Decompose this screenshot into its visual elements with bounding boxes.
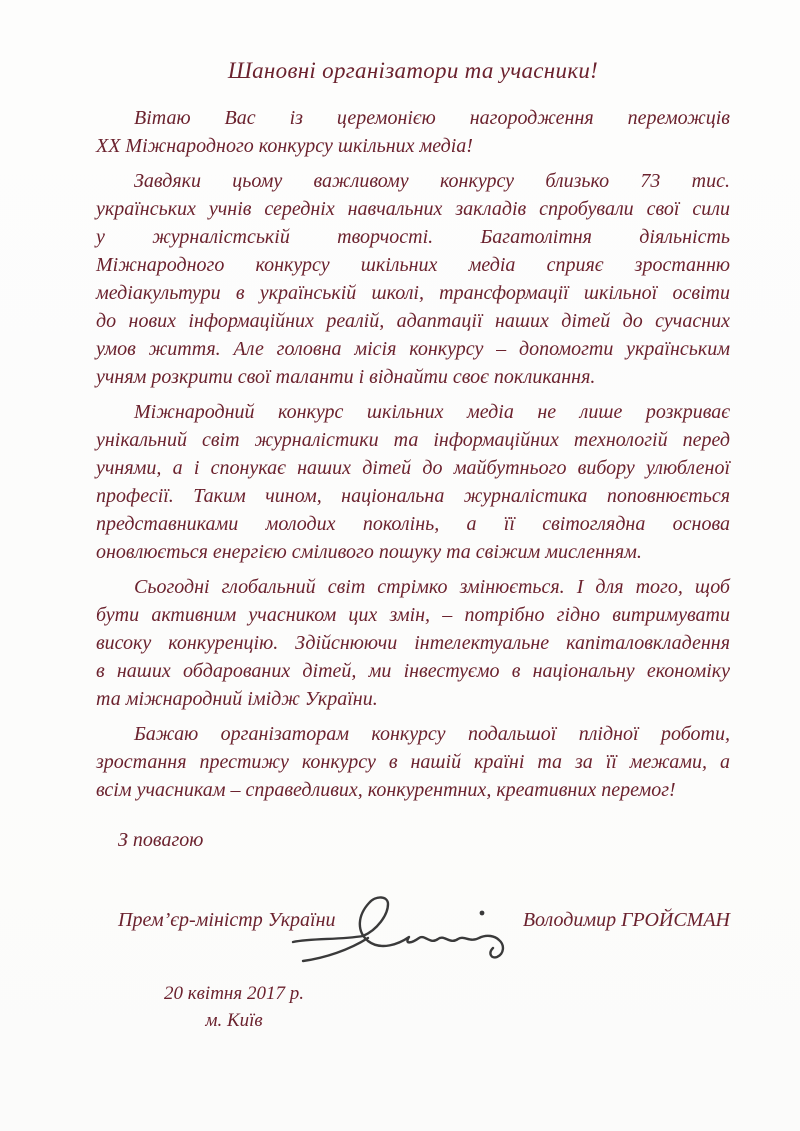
letter-line: до нових інформаційних реалій, адаптації наших дітей до сучасних	[96, 310, 730, 332]
letter-line: учнями, а і спонукає наших дітей до майбутнього вибору улюбленої	[96, 457, 730, 479]
signatory-name: Володимир ГРОЙСМАН	[522, 909, 730, 931]
letter-line: оновлюється енергією сміливого пошуку та свіжим мисленням.	[96, 541, 642, 563]
letter-line: учням розкрити свої таланти і віднайти своє покликання.	[96, 366, 596, 388]
letter-line: всім учасникам – справедливих, конкурентних, креативних перемог!	[96, 779, 676, 801]
letter-line: у журналістській творчості. Багатолітня діяльність	[96, 226, 730, 248]
letter-date: 20 квітня 2017 р.	[164, 983, 304, 1004]
paragraph-wishes	[96, 720, 730, 804]
letter-line: Вітаю Вас із церемонією нагородження переможців	[134, 107, 730, 129]
letter-line: унікальний світ журналістики та інформаційних технологій перед	[96, 429, 730, 451]
letter-place: м. Київ	[205, 1010, 263, 1031]
letter-line: Міжнародного конкурсу шкільних медіа сприяє зростанню	[96, 254, 730, 276]
letter-line: та міжнародний імідж України.	[96, 688, 378, 710]
letter-line: професії. Таким чином, національна журналістика поповнюється	[96, 485, 730, 507]
letter-line: зростання престижу конкурсу в нашій країні та за її межами, а	[96, 751, 730, 773]
letter-line: ХХ Міжнародного конкурсу шкільних медіа!	[96, 135, 473, 157]
letter-line: медіакультури в українській школі, трансформації шкільної освіти	[96, 282, 730, 304]
letter-body	[96, 104, 730, 804]
letter-line: Міжнародний конкурс шкільних медіа не лише розкриває	[134, 401, 730, 423]
letter-line: в наших обдарованих дітей, ми інвестуємо в національну економіку	[96, 660, 730, 682]
letter-line: українських учнів середніх навчальних закладів спробували свої сили	[96, 198, 730, 220]
paragraph-contest	[96, 167, 730, 391]
signature-row	[96, 906, 730, 934]
date-block	[158, 980, 310, 1034]
letter-line: представниками молодих поколінь, а її світоглядна основа	[96, 513, 730, 535]
paragraph-journalism	[96, 398, 730, 566]
letter-line: умов життя. Але головна місія конкурсу – допомогти українським	[96, 338, 730, 360]
salutation-heading: Шановні організатори та учасники!	[227, 58, 599, 83]
letter-line: Сьогодні глобальний світ стрімко змінюється. І для того, щоб	[134, 576, 730, 598]
letter-line: бути активним учасником цих змін, – потрібно гідно витримувати	[96, 604, 730, 626]
signatory-title: Прем’єр-міністр України	[118, 909, 336, 931]
letter-line: Завдяки цьому важливому конкурсу близько 73 тис.	[134, 170, 730, 192]
letter-line: Бажаю організаторам конкурсу подальшої плідної роботи,	[134, 723, 730, 745]
closing-phrase: З повагою	[118, 829, 204, 851]
paragraph-greeting	[96, 104, 730, 160]
paragraph-global	[96, 573, 730, 713]
letter-line: високу конкуренцію. Здійснюючи інтелектуальне капіталовкладення	[96, 632, 730, 654]
